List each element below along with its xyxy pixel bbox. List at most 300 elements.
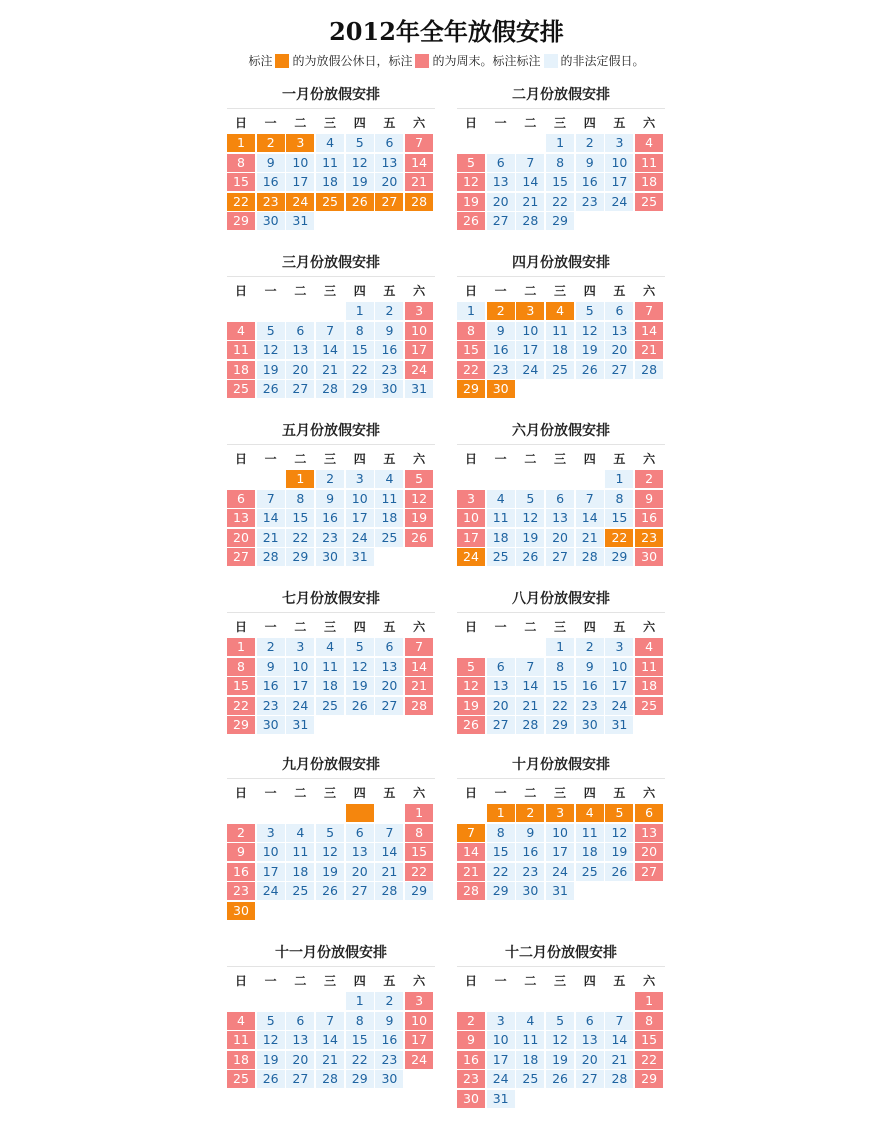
month-calendar — [227, 250, 435, 400]
empty-cell — [546, 1090, 574, 1108]
empty-cell — [316, 902, 344, 920]
empty-cell — [605, 1090, 633, 1108]
legend-weekend-text: 的为周末。标注 — [432, 54, 517, 68]
empty-cell — [487, 992, 515, 1010]
day-cell: 18 — [227, 1051, 255, 1069]
day-cell: 26 — [346, 193, 374, 211]
empty-cell — [576, 380, 604, 398]
day-cell: 7 — [375, 824, 403, 842]
day-cell: 19 — [457, 697, 485, 715]
week-row — [227, 1070, 435, 1090]
week-row — [457, 212, 665, 232]
empty-cell — [546, 470, 574, 488]
day-cell: 11 — [546, 322, 574, 340]
weekday-header — [457, 282, 665, 302]
week-row — [227, 134, 435, 154]
weekday-header — [227, 450, 435, 470]
day-cell: 10 — [546, 824, 574, 842]
day-cell: 2 — [375, 992, 403, 1010]
weekday-label: 一 — [264, 974, 277, 988]
week-row — [457, 882, 665, 902]
weekday-label: 一 — [494, 786, 507, 800]
day-cell: 3 — [546, 804, 574, 822]
week-row — [227, 638, 435, 658]
week-row — [227, 154, 435, 174]
day-cell: 12 — [257, 1031, 285, 1049]
day-cell: 12 — [516, 509, 544, 527]
day-cell: 16 — [227, 863, 255, 881]
day-cell: 20 — [346, 863, 374, 881]
empty-cell — [516, 380, 544, 398]
day-cell: 22 — [546, 193, 574, 211]
day-cell: 27 — [286, 1070, 314, 1088]
day-cell: 20 — [546, 529, 574, 547]
day-cell: 30 — [576, 716, 604, 734]
day-cell: 15 — [346, 1031, 374, 1049]
day-cell: 3 — [487, 1012, 515, 1030]
empty-cell — [635, 212, 663, 230]
empty-cell — [516, 992, 544, 1010]
day-cell: 1 — [227, 134, 255, 152]
day-cell: 6 — [227, 490, 255, 508]
day-cell: 6 — [487, 658, 515, 676]
legend-label-2: 标注 — [516, 54, 541, 68]
day-cell: 9 — [375, 1012, 403, 1030]
week-row — [227, 509, 435, 529]
day-cell: 5 — [516, 490, 544, 508]
weekday-label: 五 — [383, 620, 396, 634]
weekday-label: 日 — [464, 452, 477, 466]
day-cell: 18 — [487, 529, 515, 547]
day-cell: 12 — [257, 341, 285, 359]
empty-cell — [516, 638, 544, 656]
day-cell: 5 — [405, 470, 433, 488]
day-cell: 5 — [346, 134, 374, 152]
week-row — [227, 470, 435, 490]
empty-cell — [257, 302, 285, 320]
weekday-label: 三 — [324, 974, 337, 988]
week-row — [457, 470, 665, 490]
weekday-label: 四 — [353, 116, 366, 130]
weekday-label: 一 — [264, 284, 277, 298]
day-cell: 15 — [286, 509, 314, 527]
empty-cell — [346, 212, 374, 230]
empty-cell — [457, 638, 485, 656]
week-row — [457, 193, 665, 213]
day-cell: 5 — [346, 638, 374, 656]
day-cell: 28 — [516, 716, 544, 734]
empty-cell — [576, 992, 604, 1010]
month-title: 十一月份放假安排 — [227, 940, 435, 967]
day-cell: 31 — [487, 1090, 515, 1108]
week-row — [227, 843, 435, 863]
empty-cell — [286, 302, 314, 320]
day-cell: 26 — [546, 1070, 574, 1088]
empty-cell — [316, 804, 344, 822]
weekday-label: 四 — [353, 452, 366, 466]
week-row — [227, 1012, 435, 1032]
day-cell: 4 — [487, 490, 515, 508]
day-cell: 26 — [457, 716, 485, 734]
weekday-label: 四 — [583, 116, 596, 130]
day-cell: 18 — [316, 677, 344, 695]
day-cell: 18 — [227, 361, 255, 379]
day-cell: 13 — [227, 509, 255, 527]
day-cell: 14 — [375, 843, 403, 861]
empty-cell — [576, 470, 604, 488]
day-cell: 30 — [635, 548, 663, 566]
day-cell: 12 — [346, 658, 374, 676]
day-cell: 20 — [635, 843, 663, 861]
week-row — [457, 863, 665, 883]
day-cell: 21 — [576, 529, 604, 547]
day-cell: 9 — [227, 843, 255, 861]
weekday-label: 四 — [583, 284, 596, 298]
holiday-swatch — [275, 54, 289, 68]
day-cell: 22 — [405, 863, 433, 881]
day-cell: 30 — [257, 212, 285, 230]
week-row — [227, 529, 435, 549]
week-row — [227, 302, 435, 322]
weekday-label: 日 — [464, 786, 477, 800]
month-title: 九月份放假安排 — [227, 752, 435, 779]
day-cell: 22 — [346, 1051, 374, 1069]
day-cell: 8 — [605, 490, 633, 508]
month-calendar — [457, 940, 665, 1109]
weekday-label: 四 — [583, 974, 596, 988]
day-cell: 8 — [487, 824, 515, 842]
empty-cell — [375, 902, 403, 920]
day-cell: 17 — [346, 509, 374, 527]
day-cell: 29 — [487, 882, 515, 900]
day-cell: 14 — [516, 173, 544, 191]
weekday-label: 二 — [524, 786, 537, 800]
day-cell: 12 — [346, 154, 374, 172]
empty-cell — [576, 1090, 604, 1108]
day-cell: 18 — [635, 173, 663, 191]
day-cell: 25 — [227, 1070, 255, 1088]
day-cell: 3 — [286, 638, 314, 656]
week-row — [457, 824, 665, 844]
day-cell: 16 — [635, 509, 663, 527]
day-cell: 10 — [605, 154, 633, 172]
day-cell: 9 — [576, 154, 604, 172]
weekday-label: 五 — [383, 284, 396, 298]
day-cell: 4 — [516, 1012, 544, 1030]
day-cell: 11 — [375, 490, 403, 508]
day-cell: 16 — [576, 677, 604, 695]
empty-cell — [227, 804, 255, 822]
day-cell: 19 — [605, 843, 633, 861]
weekday-label: 一 — [264, 786, 277, 800]
day-cell: 22 — [487, 863, 515, 881]
weekday-label: 二 — [294, 620, 307, 634]
day-cell: 10 — [516, 322, 544, 340]
week-row — [457, 490, 665, 510]
day-cell: 4 — [286, 824, 314, 842]
weekday-label: 六 — [413, 620, 426, 634]
day-cell: 24 — [405, 361, 433, 379]
day-cell: 2 — [457, 1012, 485, 1030]
day-cell: 5 — [257, 322, 285, 340]
day-cell: 26 — [516, 548, 544, 566]
week-row — [457, 154, 665, 174]
day-cell: 17 — [286, 677, 314, 695]
weekday-label: 四 — [353, 620, 366, 634]
empty-cell — [487, 638, 515, 656]
day-cell: 11 — [635, 658, 663, 676]
week-row — [227, 863, 435, 883]
day-cell: 10 — [605, 658, 633, 676]
day-cell: 28 — [576, 548, 604, 566]
day-cell: 17 — [605, 173, 633, 191]
day-cell: 4 — [375, 470, 403, 488]
day-cell: 21 — [316, 1051, 344, 1069]
day-cell: 3 — [605, 638, 633, 656]
empty-cell — [227, 992, 255, 1010]
day-cell: 1 — [346, 992, 374, 1010]
week-row — [457, 638, 665, 658]
empty-cell — [346, 902, 374, 920]
weekday-label: 日 — [234, 786, 247, 800]
day-cell: 30 — [257, 716, 285, 734]
week-row — [227, 697, 435, 717]
month-title: 一月份放假安排 — [227, 82, 435, 109]
empty-cell — [405, 716, 433, 734]
day-cell: 15 — [635, 1031, 663, 1049]
empty-cell — [635, 380, 663, 398]
empty-cell — [516, 134, 544, 152]
day-cell: 24 — [286, 193, 314, 211]
day-cell: 17 — [286, 173, 314, 191]
day-cell: 21 — [516, 697, 544, 715]
day-cell: 8 — [635, 1012, 663, 1030]
week-row — [227, 212, 435, 232]
day-cell: 8 — [346, 322, 374, 340]
day-cell: 11 — [227, 341, 255, 359]
day-cell: 12 — [576, 322, 604, 340]
day-cell: 4 — [635, 134, 663, 152]
day-cell: 27 — [635, 863, 663, 881]
weekday-label: 日 — [234, 452, 247, 466]
day-cell: 29 — [227, 212, 255, 230]
weekday-label: 一 — [264, 620, 277, 634]
empty-cell — [316, 992, 344, 1010]
day-cell: 13 — [487, 677, 515, 695]
day-cell: 28 — [516, 212, 544, 230]
day-cell: 29 — [286, 548, 314, 566]
day-cell: 18 — [546, 341, 574, 359]
day-cell: 1 — [605, 470, 633, 488]
day-cell: 10 — [405, 1012, 433, 1030]
day-cell: 26 — [405, 529, 433, 547]
weekday-header — [457, 618, 665, 638]
month-calendar — [227, 418, 435, 568]
day-cell: 17 — [457, 529, 485, 547]
day-cell: 15 — [546, 173, 574, 191]
day-cell: 16 — [257, 173, 285, 191]
week-row — [457, 302, 665, 322]
day-cell: 20 — [576, 1051, 604, 1069]
day-cell: 2 — [257, 638, 285, 656]
empty-cell — [576, 882, 604, 900]
day-cell: 27 — [546, 548, 574, 566]
legend — [0, 52, 893, 69]
day-cell: 1 — [546, 638, 574, 656]
week-row — [457, 548, 665, 568]
week-row — [227, 824, 435, 844]
day-cell: 29 — [457, 380, 485, 398]
day-cell: 26 — [257, 1070, 285, 1088]
day-cell: 29 — [635, 1070, 663, 1088]
day-cell: 3 — [516, 302, 544, 320]
day-cell: 21 — [635, 341, 663, 359]
day-cell: 23 — [576, 697, 604, 715]
week-row — [457, 509, 665, 529]
day-cell: 24 — [605, 697, 633, 715]
day-cell: 31 — [286, 212, 314, 230]
weekday-label: 五 — [613, 786, 626, 800]
day-cell: 30 — [316, 548, 344, 566]
day-cell: 30 — [227, 902, 255, 920]
day-cell: 27 — [375, 193, 403, 211]
day-cell: 3 — [257, 824, 285, 842]
week-row — [227, 902, 435, 922]
day-cell: 1 — [227, 638, 255, 656]
week-row — [457, 1090, 665, 1110]
day-cell: 5 — [576, 302, 604, 320]
day-cell: 30 — [375, 1070, 403, 1088]
week-row — [227, 193, 435, 213]
weekday-label: 三 — [554, 452, 567, 466]
empty-cell — [405, 1070, 433, 1088]
week-row — [227, 658, 435, 678]
weekday-label: 日 — [234, 116, 247, 130]
day-cell: 2 — [257, 134, 285, 152]
empty-cell — [405, 902, 433, 920]
day-cell: 11 — [635, 154, 663, 172]
day-cell: 14 — [457, 843, 485, 861]
day-cell: 11 — [316, 658, 344, 676]
empty-cell — [316, 716, 344, 734]
weekday-label: 六 — [643, 284, 656, 298]
day-cell: 6 — [286, 1012, 314, 1030]
weekday-label: 五 — [613, 452, 626, 466]
day-cell: 22 — [605, 529, 633, 547]
day-cell: 2 — [516, 804, 544, 822]
day-cell: 8 — [346, 1012, 374, 1030]
month-calendar — [457, 418, 665, 568]
empty-cell — [227, 302, 255, 320]
day-cell: 12 — [457, 173, 485, 191]
day-cell: 31 — [346, 548, 374, 566]
week-row — [457, 697, 665, 717]
weekday-header — [457, 972, 665, 992]
weekday-label: 日 — [234, 620, 247, 634]
day-cell: 6 — [346, 824, 374, 842]
day-cell: 25 — [316, 193, 344, 211]
empty-cell — [286, 992, 314, 1010]
empty-cell — [576, 212, 604, 230]
day-cell: 7 — [316, 1012, 344, 1030]
day-cell: 22 — [346, 361, 374, 379]
weekday-label: 日 — [234, 974, 247, 988]
day-cell: 30 — [457, 1090, 485, 1108]
day-cell: 7 — [516, 154, 544, 172]
empty-cell — [457, 134, 485, 152]
empty-cell — [257, 804, 285, 822]
weekday-label: 六 — [643, 452, 656, 466]
day-cell: 19 — [346, 173, 374, 191]
day-cell: 30 — [516, 882, 544, 900]
day-cell: 15 — [605, 509, 633, 527]
day-cell: 6 — [605, 302, 633, 320]
week-row — [457, 1031, 665, 1051]
day-cell: 9 — [457, 1031, 485, 1049]
week-row — [457, 716, 665, 736]
week-row — [227, 173, 435, 193]
day-cell: 24 — [405, 1051, 433, 1069]
legend-holiday-text: 的为放假公休日，标注 — [292, 54, 413, 68]
weekday-label: 六 — [643, 786, 656, 800]
day-cell: 28 — [375, 882, 403, 900]
day-cell: 8 — [286, 490, 314, 508]
day-cell: 7 — [516, 658, 544, 676]
day-cell: 6 — [375, 134, 403, 152]
day-cell: 17 — [487, 1051, 515, 1069]
day-cell: 7 — [405, 638, 433, 656]
day-cell: 27 — [227, 548, 255, 566]
weekday-label: 六 — [643, 116, 656, 130]
day-cell: 21 — [405, 173, 433, 191]
week-row — [457, 1070, 665, 1090]
day-cell: 22 — [635, 1051, 663, 1069]
empty-cell — [257, 992, 285, 1010]
weekday-label: 一 — [494, 452, 507, 466]
day-cell: 28 — [635, 361, 663, 379]
day-cell: 2 — [487, 302, 515, 320]
weekday-label: 六 — [413, 116, 426, 130]
day-cell: 25 — [635, 193, 663, 211]
day-cell: 6 — [546, 490, 574, 508]
day-cell: 13 — [375, 154, 403, 172]
day-cell: 19 — [346, 677, 374, 695]
day-cell: 16 — [516, 843, 544, 861]
day-cell: 20 — [375, 677, 403, 695]
day-cell: 22 — [457, 361, 485, 379]
day-cell: 11 — [487, 509, 515, 527]
day-cell: 18 — [375, 509, 403, 527]
weekday-header — [457, 450, 665, 470]
empty-cell — [257, 902, 285, 920]
day-cell: 27 — [286, 380, 314, 398]
day-cell: 10 — [257, 843, 285, 861]
weekday-label: 四 — [353, 786, 366, 800]
day-cell: 7 — [316, 322, 344, 340]
day-cell: 1 — [346, 302, 374, 320]
day-cell: 3 — [405, 992, 433, 1010]
weekday-label: 二 — [294, 974, 307, 988]
day-cell: 19 — [257, 1051, 285, 1069]
weekday-label: 六 — [643, 974, 656, 988]
day-cell: 17 — [605, 677, 633, 695]
day-cell: 14 — [635, 322, 663, 340]
day-cell: 27 — [605, 361, 633, 379]
day-cell: 12 — [316, 843, 344, 861]
day-cell: 20 — [487, 193, 515, 211]
day-cell: 4 — [316, 638, 344, 656]
day-cell: 4 — [227, 1012, 255, 1030]
